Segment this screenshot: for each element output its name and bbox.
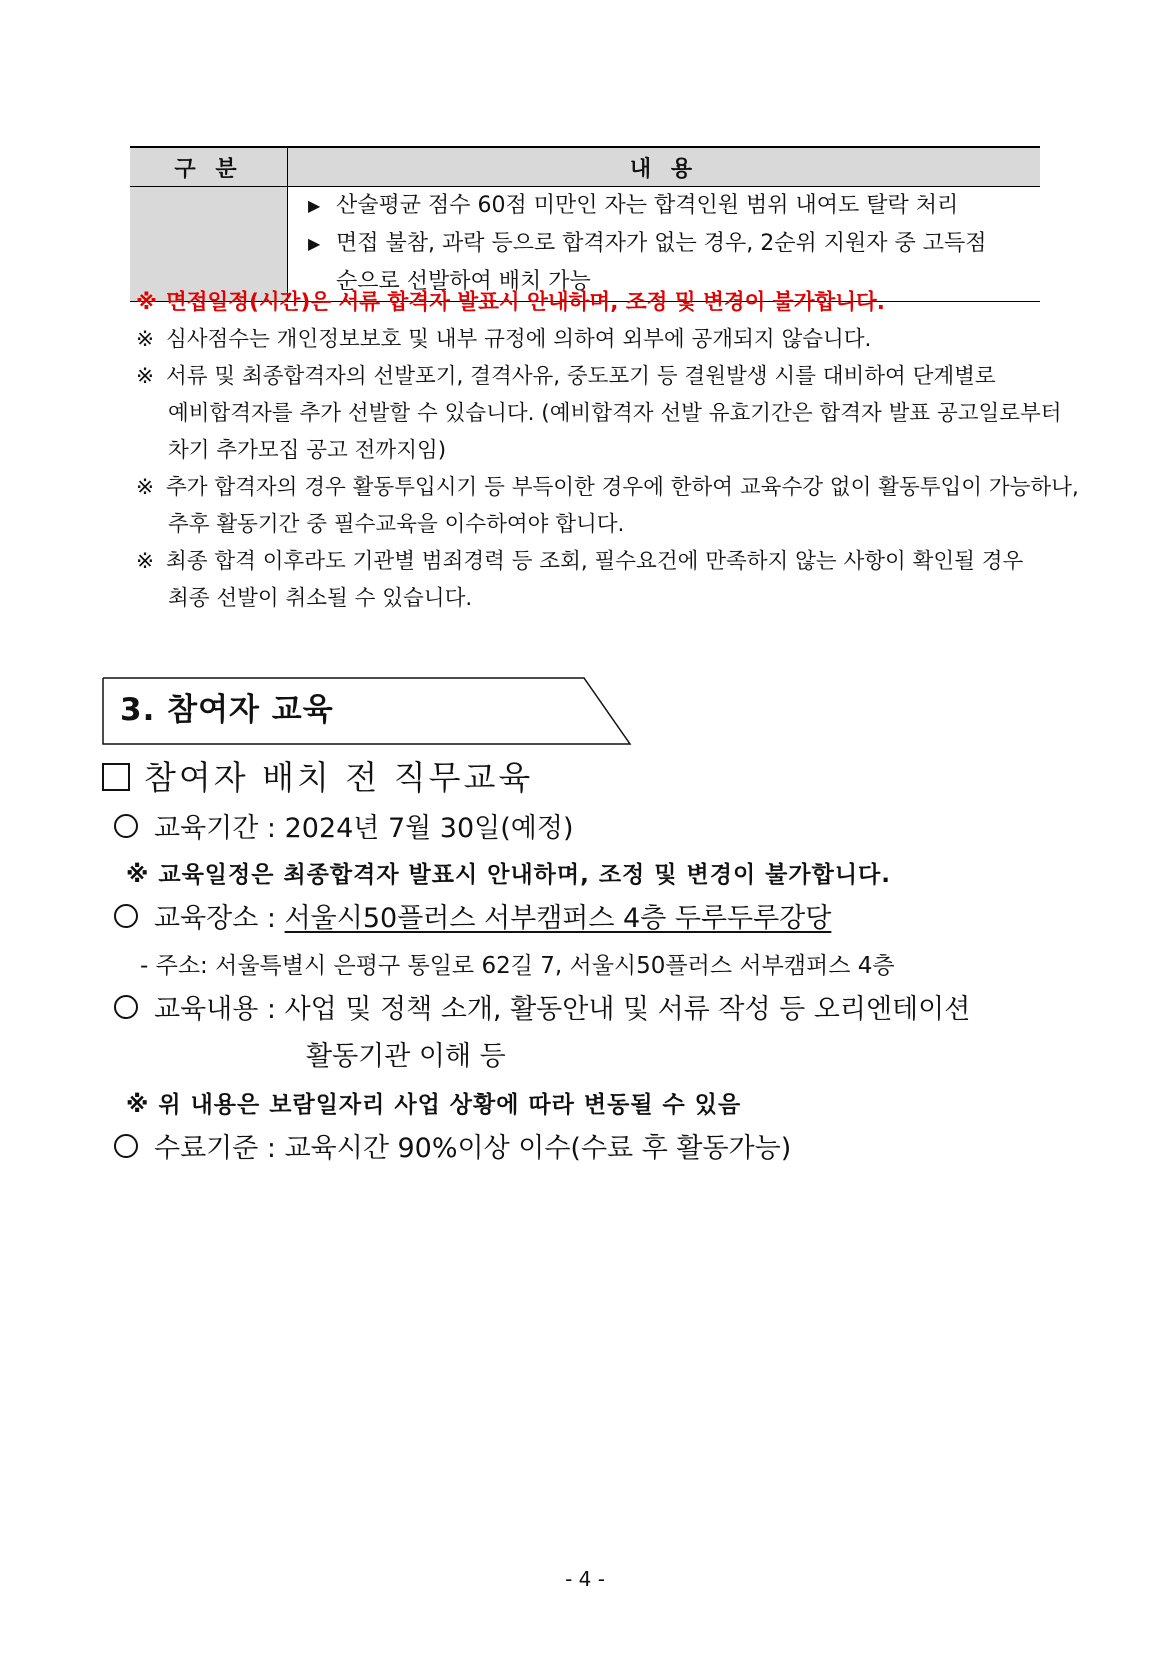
bullet-triangle-icon: ▶ xyxy=(308,196,321,215)
note-reserve-l1: ※ 서류 및 최종합격자의 선발포기, 결격사유, 중도포기 등 결원발생 시를 대비하여 단계별로 xyxy=(136,364,996,389)
table-row: ▶ 면접 불참, 과락 등으로 합격자가 없는 경우, 2순위 지원자 중 고득점 xyxy=(288,225,1040,263)
note-interview-schedule: ※ 면접일정(시간)은 서류 합격자 발표시 안내하며, 조정 및 변경이 불가합니다. xyxy=(136,290,885,315)
note-cancel-l1: ※ 최종 합격 이후라도 기관별 범죄경력 등 조회, 필수요건에 만족하지 않는 사항이 확인될 경우 xyxy=(136,549,1024,574)
note-additional-l2: 추후 활동기간 중 필수교육을 이수하여야 합니다. xyxy=(168,512,625,537)
circle-bullet-icon xyxy=(114,995,138,1019)
table-header-content: 내 용 xyxy=(288,147,1041,187)
criteria-table xyxy=(130,146,1040,302)
note-additional-l1: ※ 추가 합격자의 경우 활동투입시기 등 부득이한 경우에 한하여 교육수강 없이 활동투입이 가능하나, xyxy=(136,475,1079,500)
item-content-l1: 교육내용 : 사업 및 정책 소개, 활동안내 및 서류 작성 등 오리엔테이션 xyxy=(114,987,970,1026)
note-cancel-l2: 최종 선발이 취소될 수 있습니다. xyxy=(168,586,473,611)
item-content-l2: 활동기관 이해 등 xyxy=(306,1041,506,1072)
period-note: ※ 교육일정은 최종합격자 발표시 안내하며, 조정 및 변경이 불가합니다. xyxy=(126,862,891,888)
table-row-continuation: 순으로 선발하여 배치 가능 xyxy=(336,269,591,294)
table-header-category: 구 분 xyxy=(130,147,288,187)
content-note: ※ 위 내용은 보람일자리 사업 상황에 따라 변동될 수 있음 xyxy=(126,1092,742,1118)
note-score-privacy: ※ 심사점수는 개인정보보호 및 내부 규정에 의하여 외부에 공개되지 않습니다. xyxy=(136,327,872,352)
address: - 주소: 서울특별시 은평구 통일로 62길 7, 서울시50플러스 서부캠퍼스 4층 xyxy=(140,953,895,979)
bullet-triangle-icon: ▶ xyxy=(308,234,321,253)
note-reserve-l2: 예비합격자를 추가 선발할 수 있습니다. (예비합격자 선발 유효기간은 합격자 발표 공고일로부터 xyxy=(168,401,1062,426)
item-period: 교육기간 : 2024년 7월 30일(예정) xyxy=(114,806,573,845)
circle-bullet-icon xyxy=(114,814,138,838)
item-criteria: 수료기준 : 교육시간 90%이상 이수(수료 후 활동가능) xyxy=(114,1126,791,1165)
item-place: 교육장소 : 서울시50플러스 서부캠퍼스 4층 두루두루강당 xyxy=(114,896,831,935)
table-row: ▶ 산술평균 점수 60점 미만인 자는 합격인원 범위 내여도 탈락 처리 xyxy=(288,187,1040,225)
circle-bullet-icon xyxy=(114,1134,138,1158)
square-bullet-icon xyxy=(102,763,130,791)
page-number: - 4 - xyxy=(565,1567,605,1591)
note-reserve-l3: 차기 추가모집 공고 전까지임) xyxy=(168,438,447,463)
section-title: 3. 참여자 교육 xyxy=(120,692,334,728)
subsection-title: 참여자 배치 전 직무교육 xyxy=(102,752,533,799)
circle-bullet-icon xyxy=(114,904,138,928)
